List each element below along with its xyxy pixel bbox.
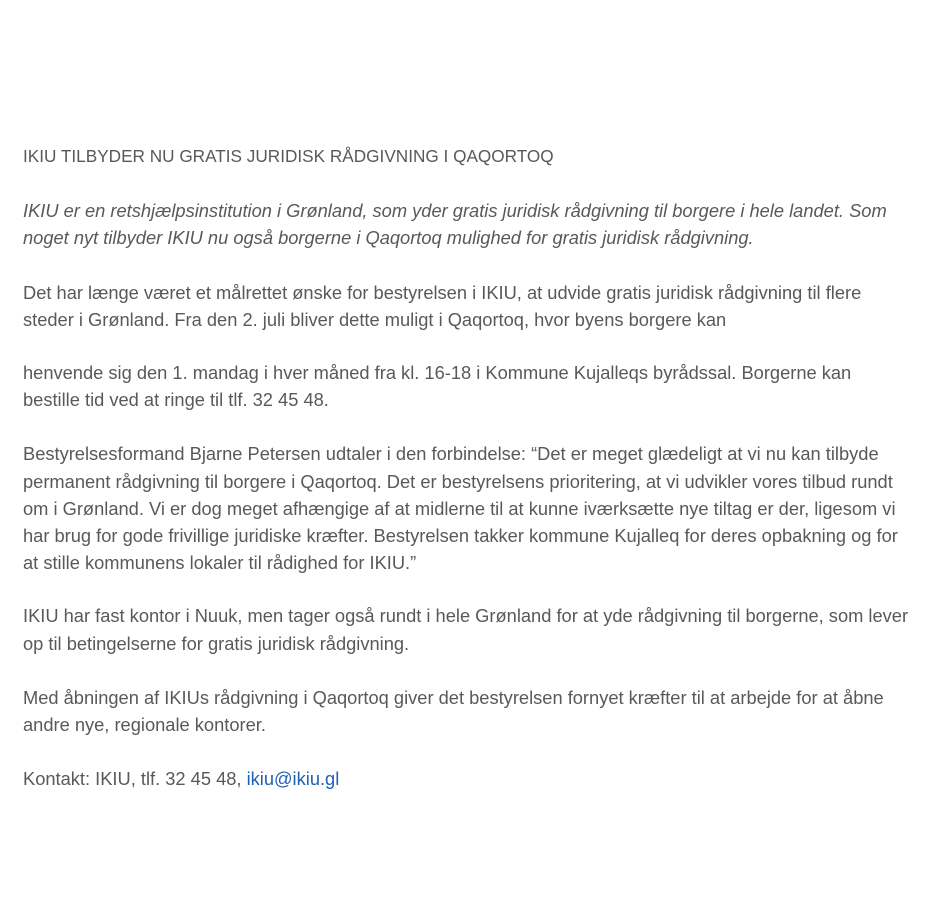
lead-paragraph: IKIU er en retshjælpsinstitution i Grønland, som yder gratis juridisk rådgivning til borgere i hele landet. Som noget nyt tilbyder IKIU nu også borgerne i Qaqortoq mulighed for gratis juridisk rådgivning.	[23, 200, 887, 249]
spacer	[23, 170, 913, 197]
page-title: IKIU TILBYDER NU GRATIS JURIDISK RÅDGIVNING I QAQORTOQ	[23, 146, 554, 166]
contact-line	[23, 765, 913, 792]
spacer	[23, 252, 913, 279]
contact-prefix: Kontakt: IKIU, tlf. 32 45 48,	[23, 768, 247, 790]
body-paragraph-1: Det har længe været et målrettet ønske for bestyrelsen i IKIU, at udvide gratis juridisk rådgivning til flere steder i Grønland. Fra den 2. juli bliver dette muligt i Qaqortoq, hvor byens borgere kan	[23, 281, 862, 330]
body-paragraph-5: Med åbningen af IKIUs rådgivning i Qaqortoq giver det bestyrelsen fornyet kræfter til at arbejde for at åbne andre nye, regionale kontorer.	[23, 686, 884, 736]
contact-email-link[interactable]: ikiu@ikiu.gl	[246, 768, 340, 790]
spacer	[23, 413, 913, 440]
press-release	[23, 143, 913, 792]
body-paragraph-2: henvende sig den 1. mandag i hver måned fra kl. 16-18 i Kommune Kujalleqs byrådssal. Borgerne kan bestille tid ved at ringe til tlf. 32 45 48.	[23, 362, 852, 411]
spacer	[23, 576, 913, 602]
body-paragraph-4: IKIU har fast kontor i Nuuk, men tager også rundt i hele Grønland for at yde rådgivning til borgerne, som lever op til betingelserne for gratis juridisk rådgivning.	[23, 605, 909, 654]
spacer	[23, 657, 913, 684]
body-paragraph-3: Bestyrelsesformand Bjarne Petersen udtaler i den forbindelse: “Det er meget glædeligt at vi nu kan tilbyde permanent rådgivning til borgere i Qaqortoq. Det er bestyrelsens prioritering, at vi udvikler vores tilbud rundt om i Grønland. Vi er dog meget afhængige af at midlerne til at kunne iværksætte nye tiltag er der, ligesom vi har brug for gode frivillige juridiske kræfter. Bestyrelsen takker kommune Kujalleq for deres opbakning og for at stille kommunens lokaler til rådighed for IKIU.”	[23, 443, 898, 574]
spacer	[23, 333, 913, 359]
spacer	[23, 738, 913, 765]
